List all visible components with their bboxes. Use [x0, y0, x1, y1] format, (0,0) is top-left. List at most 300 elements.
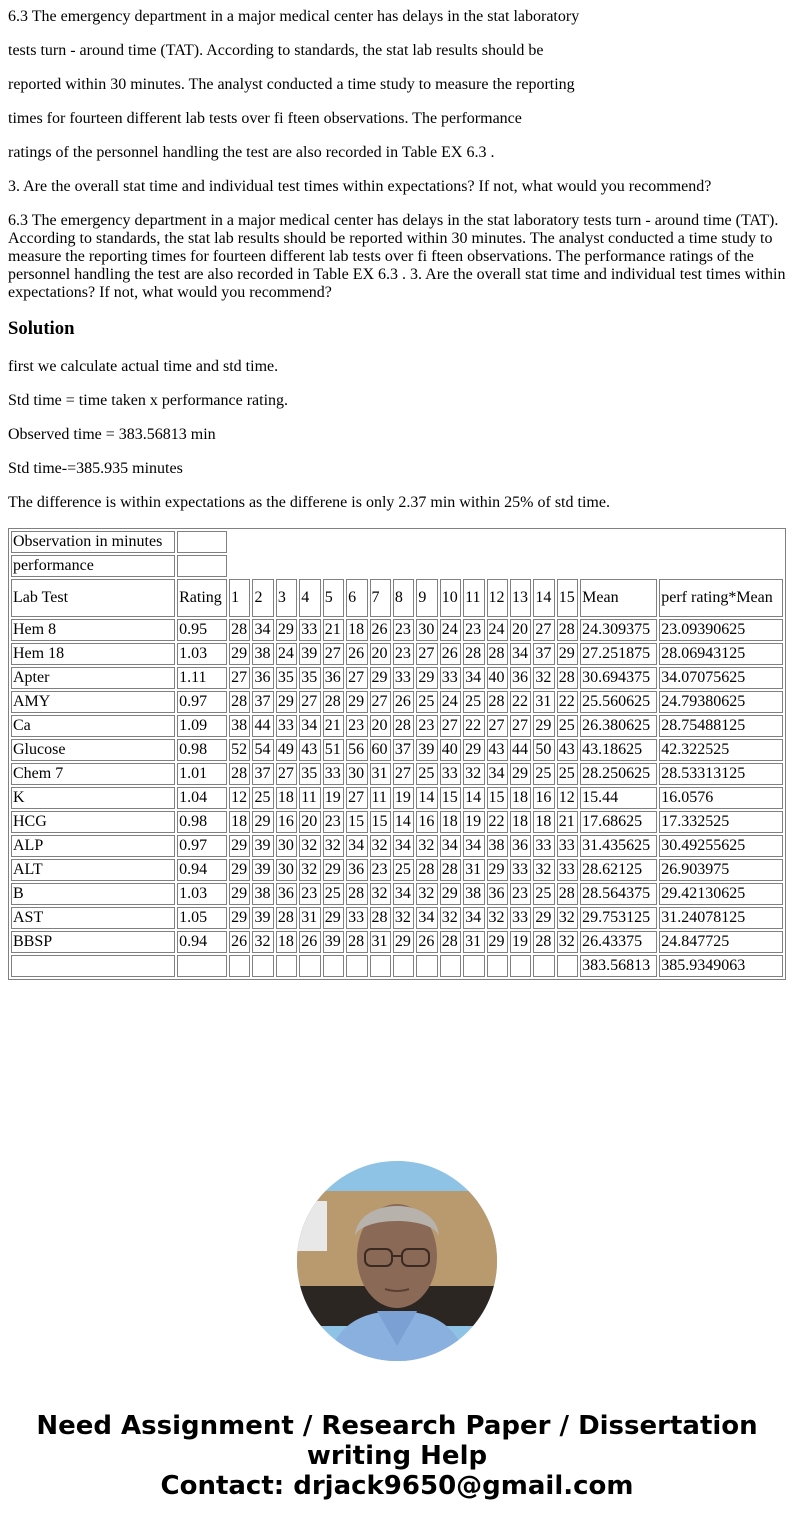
observation-value: 34: [463, 907, 484, 929]
header-lab-test: Lab Test: [11, 579, 175, 617]
perf-mean-value: 31.24078125: [659, 907, 783, 929]
observation-value: 34: [346, 835, 367, 857]
observation-value: 29: [393, 931, 414, 953]
observation-value: 19: [323, 787, 344, 809]
observation-value: 19: [463, 811, 484, 833]
observation-value: 32: [299, 835, 320, 857]
observation-value: 38: [229, 715, 250, 737]
observation-value: 28: [557, 883, 578, 905]
observation-value: 34: [510, 643, 531, 665]
perf-mean-value: 28.06943125: [659, 643, 783, 665]
observation-value: 25: [393, 859, 414, 881]
observation-value: 27: [416, 643, 437, 665]
solution-heading: Solution: [8, 318, 75, 339]
perf-mean-value: 28.53313125: [659, 763, 783, 785]
promo-footer: [0, 1411, 794, 1501]
observation-value: 36: [487, 883, 508, 905]
mean-value: 15.44: [580, 787, 657, 809]
page-content: [0, 8, 794, 980]
observation-value: 21: [323, 715, 344, 737]
solution-line: first we calculate actual time and std time.: [8, 358, 279, 375]
observation-value: 40: [487, 667, 508, 689]
question-line: 6.3 The emergency department in a major medical center has delays in the stat laboratory: [8, 8, 580, 25]
observation-value: 28: [440, 859, 461, 881]
observation-value: 28: [276, 907, 297, 929]
observation-value: 33: [557, 859, 578, 881]
observation-value: 25: [533, 763, 554, 785]
observation-value: 44: [252, 715, 273, 737]
observation-value: 28: [557, 619, 578, 641]
observation-value: 18: [510, 787, 531, 809]
observation-value: 23: [393, 643, 414, 665]
observation-value: 12: [557, 787, 578, 809]
promo-line: Need Assignment / Research Paper / Dissertation: [36, 1411, 758, 1441]
header-observation-14: 14: [533, 579, 554, 617]
observation-value: 26: [440, 643, 461, 665]
observation-value: 31: [463, 931, 484, 953]
observation-value: 32: [440, 907, 461, 929]
observation-value: 35: [299, 667, 320, 689]
observation-value: 23: [463, 619, 484, 641]
observation-value: 27: [393, 763, 414, 785]
observation-value: 29: [229, 835, 250, 857]
observation-value: 16: [416, 811, 437, 833]
header-observation-11: 11: [463, 579, 484, 617]
observation-value: 35: [276, 667, 297, 689]
observation-value: 32: [533, 859, 554, 881]
observation-value: 29: [229, 643, 250, 665]
observation-value: 56: [346, 739, 367, 761]
observation-value: 15: [487, 787, 508, 809]
mean-value: 29.753125: [580, 907, 657, 929]
lab-test-name: HCG: [11, 811, 175, 833]
observation-value: 32: [252, 931, 273, 953]
rating-value: 0.97: [177, 691, 227, 713]
question-line: tests turn - around time (TAT). According to standards, the stat lab results should be: [8, 42, 544, 59]
table-row: [11, 619, 783, 641]
observation-value: 32: [557, 931, 578, 953]
observation-value: 27: [229, 667, 250, 689]
rating-value: 1.09: [177, 715, 227, 737]
empty-cell: [487, 955, 508, 977]
observation-value: 31: [533, 691, 554, 713]
observation-value: 33: [276, 715, 297, 737]
perf-mean-value: 28.75488125: [659, 715, 783, 737]
observation-value: 33: [323, 763, 344, 785]
observation-value: 29: [557, 643, 578, 665]
observation-value: 18: [346, 619, 367, 641]
mean-value: 24.309375: [580, 619, 657, 641]
observation-value: 37: [252, 691, 273, 713]
observation-value: 23: [370, 859, 391, 881]
rating-value: 1.03: [177, 643, 227, 665]
avatar: [297, 1161, 497, 1361]
total-mean: 383.56813: [580, 955, 657, 977]
observation-value: 29: [463, 739, 484, 761]
observation-value: 39: [299, 643, 320, 665]
observation-value: 32: [416, 835, 437, 857]
observation-value: 25: [533, 883, 554, 905]
observation-value: 29: [487, 859, 508, 881]
header-observation-15: 15: [557, 579, 578, 617]
observation-value: 29: [323, 859, 344, 881]
table-row: [11, 811, 783, 833]
empty-cell: [323, 955, 344, 977]
solution-line: Std time = time taken x performance rating.: [8, 392, 289, 409]
rating-value: 1.05: [177, 907, 227, 929]
observation-value: 26: [416, 931, 437, 953]
observation-value: 28: [487, 643, 508, 665]
observation-value: 34: [463, 667, 484, 689]
total-perf-mean: 385.9349063: [659, 955, 783, 977]
observation-value: 35: [299, 763, 320, 785]
observation-value: 33: [510, 907, 531, 929]
mean-value: 31.435625: [580, 835, 657, 857]
observation-value: 18: [276, 787, 297, 809]
empty-cell: [229, 955, 250, 977]
observation-value: 32: [370, 835, 391, 857]
observation-value: 60: [370, 739, 391, 761]
observation-value: 29: [252, 811, 273, 833]
lab-test-name: Hem 8: [11, 619, 175, 641]
question-line: 3. Are the overall stat time and individual test times within expectations? If not, what would you recommend?: [8, 178, 712, 195]
observation-value: 27: [346, 667, 367, 689]
observation-value: 29: [346, 691, 367, 713]
observation-value: 23: [323, 811, 344, 833]
empty-cell: [177, 955, 227, 977]
header-observation-9: 9: [416, 579, 437, 617]
observation-value: 25: [252, 787, 273, 809]
header-observation-8: 8: [393, 579, 414, 617]
table-row: [11, 859, 783, 881]
lab-test-name: Apter: [11, 667, 175, 689]
mean-value: 26.43375: [580, 931, 657, 953]
observation-value: 32: [393, 907, 414, 929]
empty-cell: [11, 955, 175, 977]
perf-mean-value: 34.07075625: [659, 667, 783, 689]
observation-value: 21: [323, 619, 344, 641]
observation-value: 21: [557, 811, 578, 833]
header-observation-1: 1: [229, 579, 250, 617]
observation-value: 29: [276, 691, 297, 713]
observation-value: 26: [229, 931, 250, 953]
mean-value: 17.68625: [580, 811, 657, 833]
empty-cell: [463, 955, 484, 977]
observation-value: 34: [393, 883, 414, 905]
perf-mean-value: 26.903975: [659, 859, 783, 881]
observation-value: 19: [510, 931, 531, 953]
observation-value: 14: [416, 787, 437, 809]
observation-value: 40: [440, 739, 461, 761]
observation-value: 44: [510, 739, 531, 761]
observation-value: 36: [252, 667, 273, 689]
observation-value: 29: [370, 667, 391, 689]
empty-cell: [252, 955, 273, 977]
observation-value: 33: [440, 763, 461, 785]
empty-cell: [393, 955, 414, 977]
observation-value: 38: [487, 835, 508, 857]
observation-value: 28: [323, 691, 344, 713]
rating-value: 0.98: [177, 811, 227, 833]
observation-value: 50: [533, 739, 554, 761]
observation-value: 27: [370, 691, 391, 713]
solution-line: Observed time = 383.56813 min: [8, 426, 216, 443]
observation-value: 14: [393, 811, 414, 833]
table-row: [11, 883, 783, 905]
promo-line: writing Help: [306, 1441, 488, 1471]
empty-cell: [370, 955, 391, 977]
observation-value: 14: [463, 787, 484, 809]
observation-value: 33: [557, 835, 578, 857]
observation-value: 18: [510, 811, 531, 833]
mean-value: 28.564375: [580, 883, 657, 905]
table-title-cell: Observation in minutes: [11, 531, 175, 553]
observation-value: 22: [463, 715, 484, 737]
observation-value: 39: [252, 859, 273, 881]
observation-value: 31: [370, 931, 391, 953]
totals-row: [11, 955, 783, 977]
observation-value: 26: [393, 691, 414, 713]
observation-value: 11: [370, 787, 391, 809]
observation-value: 39: [252, 907, 273, 929]
perf-mean-value: 16.0576: [659, 787, 783, 809]
empty-cell: [533, 955, 554, 977]
observation-value: 27: [533, 619, 554, 641]
observation-value: 20: [299, 811, 320, 833]
perf-mean-value: 24.79380625: [659, 691, 783, 713]
mean-value: 26.380625: [580, 715, 657, 737]
observation-value: 49: [276, 739, 297, 761]
table-title-row: [11, 531, 783, 553]
observation-value: 28: [393, 715, 414, 737]
header-observation-6: 6: [346, 579, 367, 617]
rating-value: 0.94: [177, 931, 227, 953]
question-line: reported within 30 minutes. The analyst conducted a time study to measure the reporting: [8, 76, 575, 93]
perf-mean-value: 24.847725: [659, 931, 783, 953]
lab-test-name: ALP: [11, 835, 175, 857]
rating-value: 0.97: [177, 835, 227, 857]
observation-value: 33: [510, 859, 531, 881]
header-observation-2: 2: [252, 579, 273, 617]
observation-value: 25: [557, 715, 578, 737]
observation-value: 32: [416, 883, 437, 905]
observation-value: 22: [510, 691, 531, 713]
lab-test-name: B: [11, 883, 175, 905]
observation-value: 16: [533, 787, 554, 809]
observation-value: 30: [416, 619, 437, 641]
observation-value: 28: [416, 859, 437, 881]
table-row: [11, 835, 783, 857]
table-title-row: [11, 555, 783, 577]
empty-cell: [177, 555, 227, 577]
observation-value: 34: [393, 835, 414, 857]
observation-value: 25: [416, 763, 437, 785]
rating-value: 1.03: [177, 883, 227, 905]
question-lines: [8, 8, 786, 196]
empty-cell: [276, 955, 297, 977]
observation-value: 28: [346, 883, 367, 905]
table-row: [11, 739, 783, 761]
table-header-row: [11, 579, 783, 617]
solution-line: The difference is within expectations as the differene is only 2.37 min within 25% of std time.: [8, 494, 610, 511]
observation-value: 12: [229, 787, 250, 809]
observation-value: 26: [346, 643, 367, 665]
observation-value: 26: [299, 931, 320, 953]
observation-value: 28: [533, 931, 554, 953]
observation-value: 25: [557, 763, 578, 785]
observation-value: 34: [416, 907, 437, 929]
observation-value: 34: [487, 763, 508, 785]
observation-value: 20: [510, 619, 531, 641]
table-row: [11, 931, 783, 953]
observation-value: 31: [370, 763, 391, 785]
question-line: times for fourteen different lab tests over fi fteen observations. The performance: [8, 110, 522, 127]
observation-value: 24: [487, 619, 508, 641]
observation-value: 39: [252, 835, 273, 857]
rating-value: 0.95: [177, 619, 227, 641]
question-paragraph: 6.3 The emergency department in a major medical center has delays in the stat laboratory tests turn - around time (TAT). According to standards, the stat lab results should be reported within 30 minutes. The analyst conducted a time study to measure the reporting times for fourteen different lab tests over fi fteen observations. The performance ratings of the personnel handling the test are also recorded in Table EX 6.3 . 3. Are the overall stat time and individual test times within expectations? If not, what would you recommend?: [8, 212, 786, 301]
observation-value: 24: [440, 691, 461, 713]
observation-value: 39: [323, 931, 344, 953]
observation-value: 36: [276, 883, 297, 905]
observation-value: 29: [323, 907, 344, 929]
observation-value: 20: [370, 715, 391, 737]
observation-value: 34: [463, 835, 484, 857]
observation-value: 25: [323, 883, 344, 905]
empty-cell: [299, 955, 320, 977]
observation-value: 37: [393, 739, 414, 761]
observation-value: 33: [393, 667, 414, 689]
observation-value: 29: [416, 667, 437, 689]
observation-value: 24: [440, 619, 461, 641]
lab-test-name: ALT: [11, 859, 175, 881]
table-row: [11, 715, 783, 737]
observation-value: 43: [557, 739, 578, 761]
rating-value: 0.98: [177, 739, 227, 761]
observation-value: 23: [346, 715, 367, 737]
observation-value: 28: [487, 691, 508, 713]
rating-value: 1.01: [177, 763, 227, 785]
empty-cell: [416, 955, 437, 977]
lab-test-name: BBSP: [11, 931, 175, 953]
observation-value: 37: [533, 643, 554, 665]
observation-value: 29: [510, 763, 531, 785]
lab-test-name: AST: [11, 907, 175, 929]
observation-value: 16: [276, 811, 297, 833]
observation-value: 18: [276, 931, 297, 953]
observation-value: 27: [487, 715, 508, 737]
observation-value: 36: [323, 667, 344, 689]
question-line: ratings of the personnel handling the test are also recorded in Table EX 6.3 .: [8, 144, 495, 161]
header-rating: Rating: [177, 579, 227, 617]
observation-value: 51: [323, 739, 344, 761]
observation-value: 34: [440, 835, 461, 857]
header-observation-13: 13: [510, 579, 531, 617]
table-row: [11, 763, 783, 785]
mean-value: 28.62125: [580, 859, 657, 881]
mean-value: 43.18625: [580, 739, 657, 761]
observation-value: 22: [557, 691, 578, 713]
observation-value: 26: [370, 619, 391, 641]
observation-value: 32: [487, 907, 508, 929]
observation-value: 15: [346, 811, 367, 833]
header-mean: Mean: [580, 579, 657, 617]
observation-value: 27: [276, 763, 297, 785]
observation-value: 15: [440, 787, 461, 809]
observation-value: 33: [346, 907, 367, 929]
lab-test-name: Chem 7: [11, 763, 175, 785]
rating-value: 1.04: [177, 787, 227, 809]
observation-value: 33: [440, 667, 461, 689]
perf-mean-value: 29.42130625: [659, 883, 783, 905]
observation-value: 20: [370, 643, 391, 665]
observation-value: 28: [370, 907, 391, 929]
lab-test-name: Hem 18: [11, 643, 175, 665]
observation-value: 32: [370, 883, 391, 905]
observation-value: 11: [299, 787, 320, 809]
observation-value: 18: [229, 811, 250, 833]
lab-test-name: Ca: [11, 715, 175, 737]
observation-value: 28: [229, 763, 250, 785]
observation-value: 24: [276, 643, 297, 665]
mean-value: 25.560625: [580, 691, 657, 713]
observation-value: 29: [229, 859, 250, 881]
header-observation-5: 5: [323, 579, 344, 617]
observation-value: 29: [533, 907, 554, 929]
mean-value: 28.250625: [580, 763, 657, 785]
empty-cell: [557, 955, 578, 977]
observation-value: 43: [487, 739, 508, 761]
table-row: [11, 643, 783, 665]
observation-value: 29: [229, 907, 250, 929]
observation-value: 30: [276, 859, 297, 881]
lab-test-name: K: [11, 787, 175, 809]
observation-value: 38: [463, 883, 484, 905]
observation-value: 34: [252, 619, 273, 641]
observation-value: 36: [346, 859, 367, 881]
header-observation-3: 3: [276, 579, 297, 617]
mean-value: 30.694375: [580, 667, 657, 689]
observation-value: 38: [252, 643, 273, 665]
table-row: [11, 691, 783, 713]
empty-cell: [346, 955, 367, 977]
perf-mean-value: 17.332525: [659, 811, 783, 833]
observation-value: 34: [299, 715, 320, 737]
table-row: [11, 667, 783, 689]
observation-value: 25: [463, 691, 484, 713]
header-perf-mean: perf rating*Mean: [659, 579, 783, 617]
observation-value: 43: [299, 739, 320, 761]
promo-contact: Contact: drjack9650@gmail.com: [160, 1471, 634, 1501]
observation-value: 19: [393, 787, 414, 809]
author-photo-icon: [297, 1161, 497, 1361]
observation-value: 32: [299, 859, 320, 881]
observation-value: 27: [346, 787, 367, 809]
rating-value: 0.94: [177, 859, 227, 881]
observation-value: 27: [299, 691, 320, 713]
observation-value: 52: [229, 739, 250, 761]
observation-value: 32: [533, 667, 554, 689]
empty-cell: [440, 955, 461, 977]
observation-value: 22: [487, 811, 508, 833]
observation-value: 29: [229, 883, 250, 905]
observation-value: 31: [463, 859, 484, 881]
observation-value: 27: [440, 715, 461, 737]
observation-value: 27: [510, 715, 531, 737]
observation-value: 54: [252, 739, 273, 761]
table-row: [11, 907, 783, 929]
observation-value: 31: [299, 907, 320, 929]
